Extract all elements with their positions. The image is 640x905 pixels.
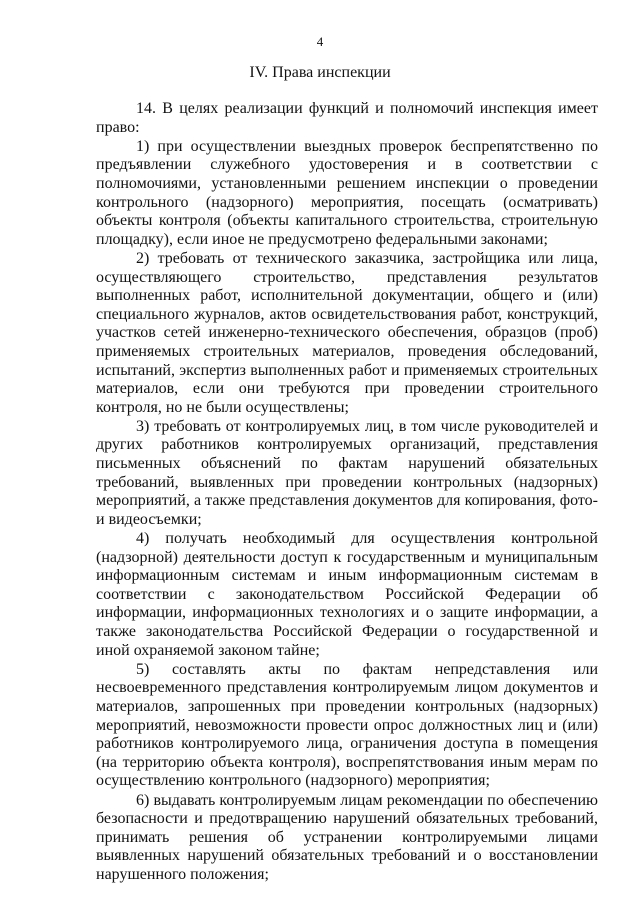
paragraph-item-4: 4) получать необходимый для осуществления контрольной (надзорной) деятельности доступ к государственным и муниципальным информационным системам и иным информационным системам в соответствии с законодательством Российской Федерации об информации, информационных технологиях и о защите информации, а также законодательства Российской Федерации о государственной и иной охраняемой законом тайне; xyxy=(96,530,598,659)
paragraph-item-1: 1) при осуществлении выездных проверок беспрепятственно по предъявлении служебного удостоверения и в соответствии с полномочиями, установленными решением инспекции о проведении контрольного (надзорного) мероприятия, посещать (осматривать) объекты контроля (объекты капитального строительства, строительную площадку), если иное не предусмотрено федеральными законами; xyxy=(96,137,598,248)
paragraph-item-2: 2) требовать от технического заказчика, застройщика или лица, осуществляющего строительство, представления результатов выполненных работ, исполнительной документации, общего и (или) специального журналов, актов освидетельствования работ, конструкций, участков сетей инженерно-технического обеспечения, образцов (проб) применяемых строительных материалов, проведения обследований, испытаний, экспертиз выполненных работ и применяемых строительных материалов, если они требуются при проведении строительного контроля, но не были осуществлены; xyxy=(96,249,598,416)
paragraph-item-3: 3) требовать от контролируемых лиц, в том числе руководителей и других работников контролируемых организаций, представления письменных объяснений по фактам нарушений обязательных требований, выявленных при проведении контрольных (надзорных) мероприятий, а также представления документов для копирования, фото- и видеосъемки; xyxy=(96,417,598,528)
document-body xyxy=(96,100,598,885)
section-title: IV. Права инспекции xyxy=(249,64,391,81)
page-number: 4 xyxy=(316,34,324,49)
paragraph-14-intro: 14. В целях реализации функций и полномочий инспекция имеет право: xyxy=(96,100,598,136)
paragraph-item-6: 6) выдавать контролируемым лицам рекомендации по обеспечению безопасности и предотвращению нарушений обязательных требований, принимать решения об устранении контролируемыми лицами выявленных нарушений обязательных требований и о восстановлении нарушенного положения; xyxy=(96,791,598,883)
paragraph-item-5: 5) составлять акты по фактам непредставления или несвоевременного представления контролируемым лицом документов и материалов, запрошенных при проведении контрольных (надзорных) мероприятий, невозможности провести опрос должностных лиц и (или) работников контролируемого лица, ограничения доступа в помещения (на территорию объекта контроля), воспрепятствования иным мерам по осуществлению контрольного (надзорного) мероприятия; xyxy=(96,660,598,790)
